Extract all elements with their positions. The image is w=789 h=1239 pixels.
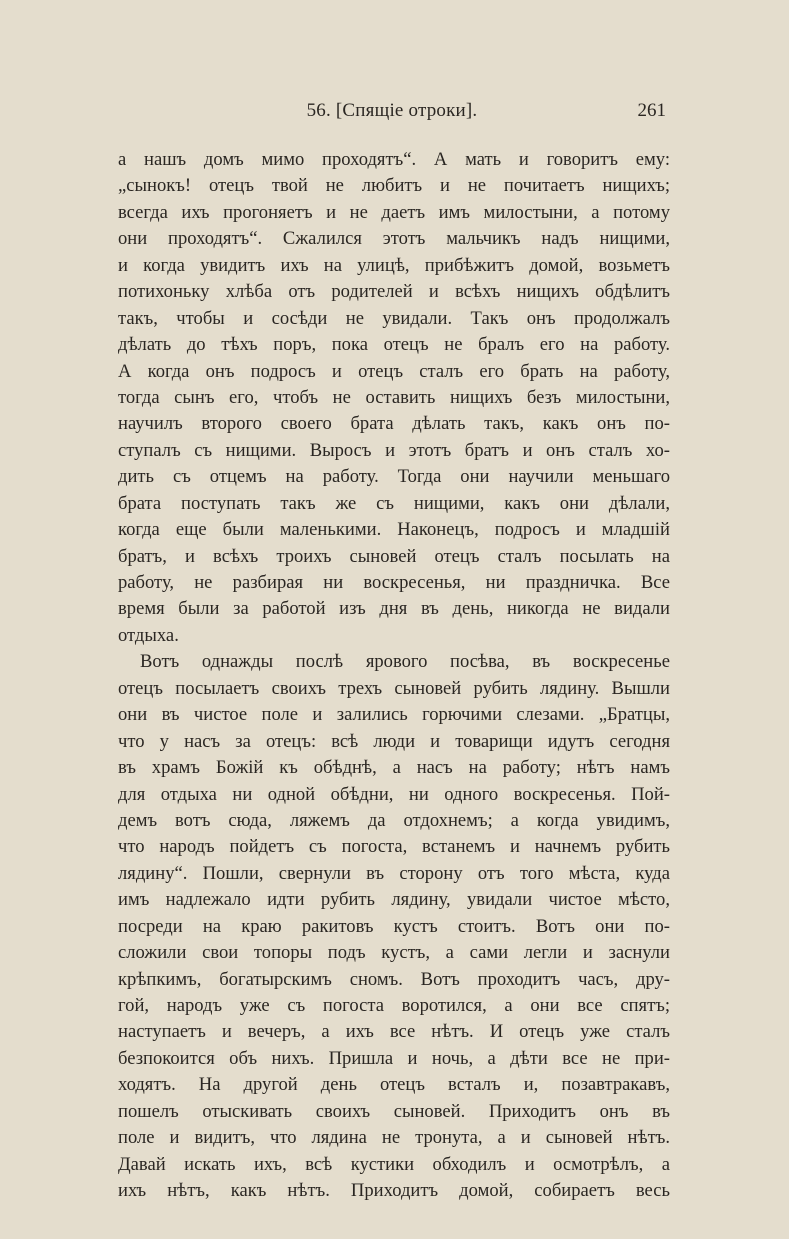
text-line: братъ, и всѣхъ троихъ сыновей отецъ сталъ посылать на [118,545,670,567]
text-line: Вотъ однажды послѣ ярового посѣва, въ воскресенье [140,651,670,673]
text-line: имъ надлежало идти рубить лядину, увидали чистое мѣсто, [118,889,670,911]
text-line: безпокоится объ нихъ. Пришла и ночь, а дѣти все не при- [118,1047,670,1069]
text-line: ихъ нѣтъ, какъ нѣтъ. Приходитъ домой, собираетъ весь [118,1180,670,1202]
text-line: посреди на краю ракитовъ кустъ стоитъ. Вотъ они по- [118,915,670,937]
text-line: что у насъ за отецъ: всѣ люди и товарищи идутъ сегодня [118,730,670,752]
page-number: 261 [637,100,666,121]
text-line: отдыха. [118,624,179,646]
text-line: тогда сынъ его, чтобъ не оставить нищихъ безъ милостыни, [118,386,670,408]
text-line: и когда увидитъ ихъ на улицѣ, прибѣжитъ домой, возьметъ [118,254,670,276]
text-line: брата поступать такъ же съ нищими, какъ они дѣлали, [118,492,670,514]
text-line: гой, народъ уже съ погоста воротился, а они все спятъ; [118,995,670,1016]
text-line: отецъ посылаетъ своихъ трехъ сыновей рубить лядину. Вышли [118,677,670,699]
text-line: „сынокъ! отецъ твой не любитъ и не почитаетъ нищихъ; [118,175,670,197]
text-line: дѣлать до тѣхъ поръ, пока отецъ не бралъ его на работу. [118,334,670,356]
text-line: сложили свои топоры подъ кустъ, а сами легли и заснули [118,942,670,964]
text-line: что народъ пойдетъ съ погоста, встанемъ и начнемъ рубить [118,836,670,858]
text-line: они проходятъ“. Сжалился этотъ мальчикъ надъ нищими, [118,228,670,250]
text-line: они въ чистое поле и залились горючими слезами. „Братцы, [118,704,670,726]
chapter-title: 56. [Спящіе отроки]. [306,100,478,121]
text-line: ходятъ. На другой день отецъ всталъ и, позавтракавъ, [118,1074,670,1096]
text-line: когда еще были маленькими. Наконецъ, подросъ и младшій [118,519,670,541]
text-line: ступалъ съ нищими. Выросъ и этотъ братъ и онъ сталъ хо- [118,439,670,461]
text-line: демъ вотъ сюда, ляжемъ да отдохнемъ; а когда увидимъ, [118,809,670,831]
text-line: пошелъ отыскивать своихъ сыновей. Приходитъ онъ въ [118,1100,670,1122]
text-line: Давай искать ихъ, всѣ кустики обходилъ и осмотрѣлъ, а [118,1153,670,1175]
text-line: въ храмъ Божій къ обѣднѣ, а насъ на работу; нѣтъ намъ [118,757,670,779]
text-line: наступаетъ и вечеръ, а ихъ все нѣтъ. И отецъ уже сталъ [118,1021,670,1043]
text-line: крѣпкимъ, богатырскимъ сномъ. Вотъ проходитъ часъ, дру- [118,968,670,990]
text-line: научилъ второго своего брата дѣлать такъ, какъ онъ по- [118,413,670,435]
text-line: поле и видитъ, что лядина не тронута, а и сыновей нѣтъ. [118,1127,670,1149]
text-line: а нашъ домъ мимо проходятъ“. А мать и говоритъ ему: [118,149,670,170]
text-line: всегда ихъ прогоняетъ и не даетъ имъ милостыни, а потому [118,201,670,223]
text-line: А когда онъ подросъ и отецъ сталъ его брать на работу, [118,360,670,382]
text-line: время были за работой изъ дня въ день, никогда не видали [118,598,670,620]
text-line: потихоньку хлѣба отъ родителей и всѣхъ нищихъ обдѣлитъ [118,281,670,303]
text-line: дить съ отцемъ на работу. Тогда они научили меньшаго [118,466,670,488]
text-line: работу, не разбирая ни воскресенья, ни праздничка. Все [118,572,670,593]
body-text [118,147,670,1205]
text-line: лядину“. Пошли, свернули въ сторону отъ того мѣста, куда [118,862,670,884]
text-line: для отдыха ни одной обѣдни, ни одного воскресенья. Пой- [118,783,670,805]
text-line: такъ, чтобы и сосѣди не увидали. Такъ онъ продолжалъ [118,307,670,329]
running-header [118,100,666,126]
